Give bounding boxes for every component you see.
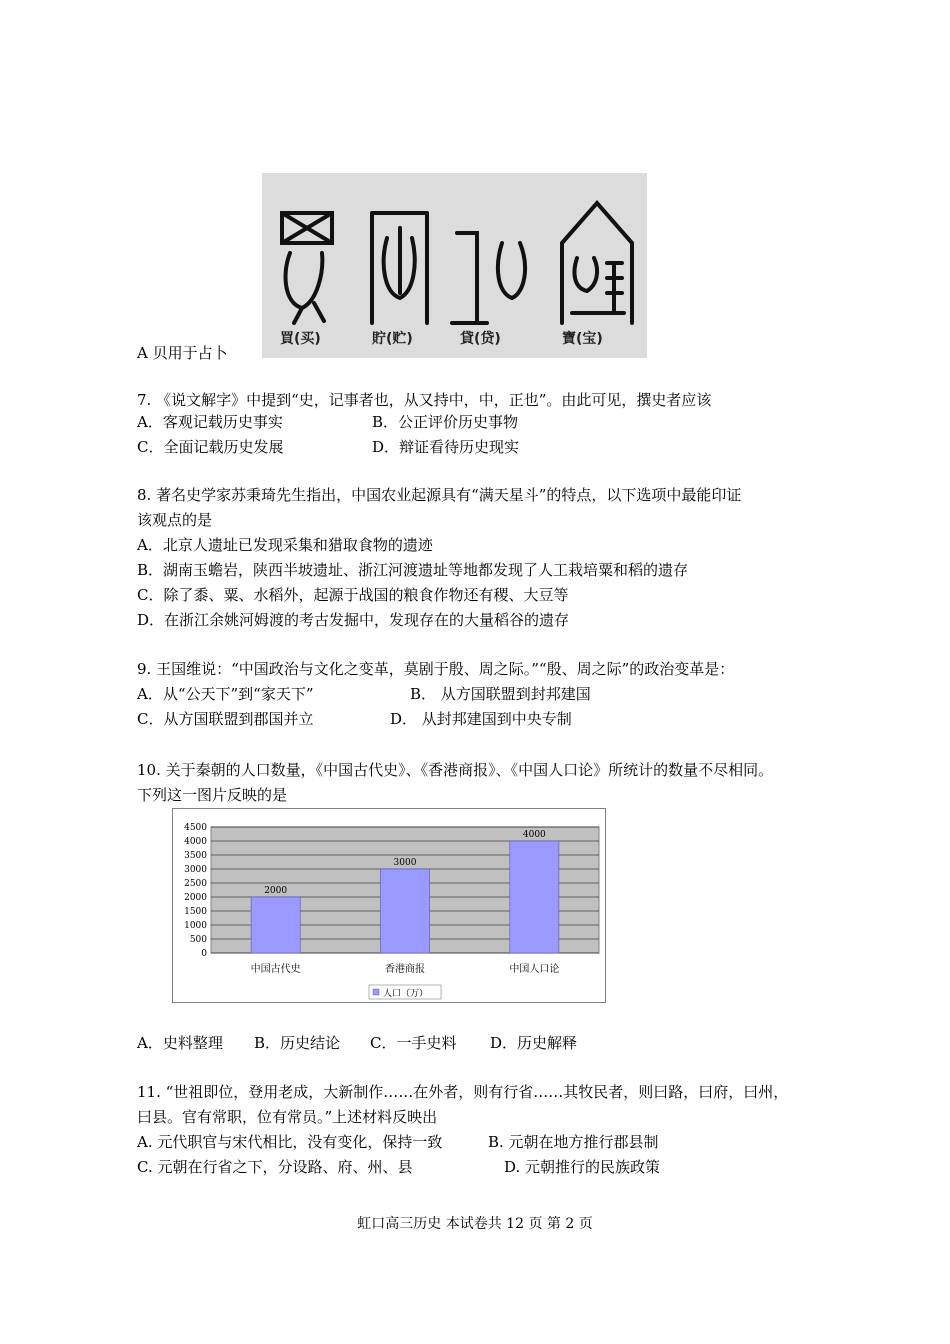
chart-ytick-label: 500 (189, 935, 207, 945)
q7-option-d: D．辩证看待历史现实 (372, 438, 520, 456)
chart-ytick-label: 4000 (184, 837, 207, 847)
q9-stem: 9. 王国维说：“中国政治与文化之变革，莫剧于殷、周之际。”“殷、周之际”的政治变革是： (137, 660, 735, 678)
chart-ytick-label: 2000 (184, 893, 207, 903)
q8-stem-line1: 8. 著名史学家苏秉琦先生指出，中国农业起源具有“满天星斗”的特点，以下选项中最能印证 (137, 486, 742, 504)
chart-ytick-label: 3000 (184, 865, 207, 875)
population-bar-chart (172, 808, 606, 1003)
q11-stem-line1: 11. “世祖即位，登用老成，大新制作……在外者，则有行省……其牧民者，则曰路，曰府，曰州， (137, 1083, 789, 1101)
ancient-characters-image (262, 173, 647, 358)
q7-option-a: A．客观记载历史事实 (137, 413, 283, 431)
q7-option-c: C．全面记载历史发展 (137, 438, 284, 456)
q10-option-d: D．历史解释 (490, 1034, 578, 1052)
q9-option-b: B． 从方国联盟到封邦建国 (410, 685, 591, 703)
chart-data-label: 4000 (522, 830, 546, 840)
char-caption-2: 貯(贮) (372, 331, 413, 347)
chart-category-label: 中国古代史 (250, 964, 301, 975)
chart-legend-label: 人口（万） (383, 989, 429, 999)
chart-ytick-label: 1000 (184, 921, 207, 931)
chart-category-label: 中国人口论 (509, 964, 560, 975)
q9-option-a: A．从“公天下”到“家天下” (137, 685, 314, 703)
q8-option-b: B．湖南玉蟾岩，陕西半坡遗址、浙江河渡遗址等地都发现了人工栽培粟和稻的遗存 (137, 561, 689, 579)
q7-option-b: B．公正评价历史事物 (372, 413, 519, 431)
chart-ytick-label: 3500 (184, 851, 207, 861)
chart-svg (173, 809, 605, 1002)
char-caption-1: 買(买) (280, 331, 321, 347)
q10-option-c: C．一手史料 (370, 1034, 457, 1052)
chart-data-label: 2000 (264, 886, 288, 896)
chart-ytick-label: 4500 (184, 823, 207, 833)
q8-stem-line2: 该观点的是 (137, 511, 213, 529)
q11-option-a: A. 元代职官与宋代相比，没有变化，保持一致 (137, 1133, 443, 1151)
q10-stem-line2: 下列这一图片反映的是 (137, 786, 288, 804)
chart-data-label: 3000 (393, 858, 417, 868)
q10-stem-line1: 10. 关于秦朝的人口数量，《中国古代史》、《香港商报》、《中国人口论》所统计的数量不尽相同。 (137, 761, 774, 779)
q11-option-c: C. 元朝在行省之下，分设路、府、州、县 (137, 1158, 413, 1176)
q6-option-a: A 贝用于占卜 (137, 344, 228, 362)
page-footer: 虹口高三历史 本试卷共 12 页 第 2 页 (357, 1216, 593, 1232)
char-caption-4: 寶(宝) (562, 331, 603, 347)
q9-option-d: D． 从封邦建国到中央专制 (390, 710, 572, 728)
q8-option-d: D．在浙江余姚河姆渡的考古发掘中，发现存在的大量稻谷的遗存 (137, 611, 570, 629)
q11-option-b: B. 元朝在地方推行郡县制 (488, 1133, 659, 1151)
q9-option-c: C．从方国联盟到郡国并立 (137, 710, 314, 728)
q10-option-b: B．历史结论 (254, 1034, 341, 1052)
chart-ytick-label: 2500 (184, 879, 207, 889)
chart-legend-swatch (373, 989, 379, 995)
q11-stem-line2: 曰县。官有常职，位有常员。”上述材料反映出 (137, 1108, 438, 1126)
chart-category-label: 香港商报 (385, 964, 425, 975)
q7-stem: 7. 《说文解字》中提到“史，记事者也，从又持中，中，正也”。由此可见，撰史者应该 (137, 391, 712, 409)
chart-ytick-label: 0 (201, 949, 207, 959)
q10-option-a: A．史料整理 (137, 1034, 223, 1052)
chart-bar (380, 869, 429, 953)
chart-bar (510, 841, 559, 953)
chart-ytick-label: 1500 (184, 907, 207, 917)
q11-option-d: D. 元朝推行的民族政策 (504, 1158, 661, 1176)
char-caption-3: 貸(贷) (460, 331, 501, 347)
q8-option-c: C．除了黍、粟、水稻外，起源于战国的粮食作物还有稷、大豆等 (137, 586, 569, 604)
q8-option-a: A．北京人遗址已发现采集和猎取食物的遗迹 (137, 536, 433, 554)
chart-bar (251, 897, 300, 953)
